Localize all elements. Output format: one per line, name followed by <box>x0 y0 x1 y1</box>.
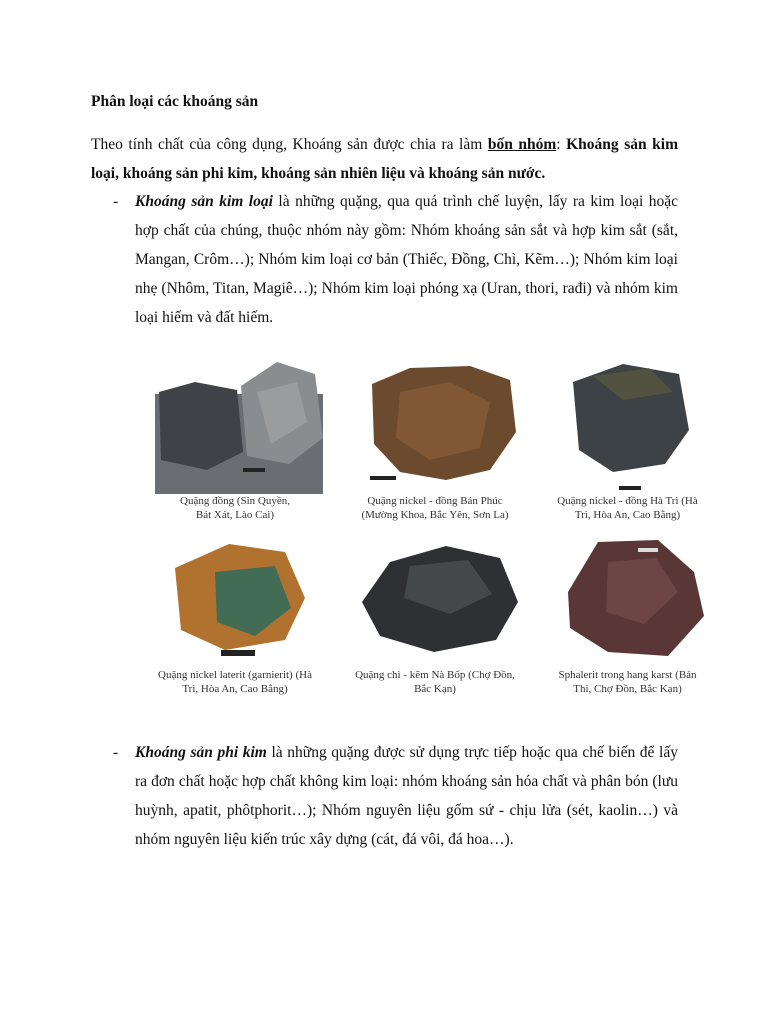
bullet-text <box>135 738 678 854</box>
bullet-body: là những quặng, qua quá trình chế luyện, lấy ra kim loại hoặc hợp chất của chúng, thuộc nhóm này gồm: Nhóm khoáng sản sắt và hợp kim sắt (sắt, Mangan, Crôm…); Nhóm kim loại cơ bản (Thiếc, Đồng, Chì, Kẽm…); Nhóm kim loại nhẹ (Nhôm, Titan, Magiê…); Nhóm kim loại phóng xạ (Uran, thori, rađi) và nhóm kim loại hiếm và đất hiếm. <box>135 193 678 326</box>
figure-caption-line2: Trì, Hòa An, Cao Bằng) <box>182 683 288 695</box>
bullet-term: Khoáng sản phi kim <box>135 744 267 761</box>
bullet-body: là những quặng được sử dụng trực tiếp hoặc qua chế biến để lấy ra đơn chất hoặc hợp chất không kim loại: nhóm khoáng sản hóa chất và phân bón (lưu huỳnh, apatit, phôtphorit…); Nhóm nguyên liệu gốm sứ - chịu lửa (sét, kaolin…) và nhóm nguyên liệu kiến trúc xây dựng (cát, đá vôi, đá hoa…). <box>135 744 678 848</box>
nickel-laterite-ore-image <box>145 532 325 668</box>
bullet-metal-minerals <box>91 187 678 332</box>
intro-colon: : <box>556 136 567 153</box>
figure-caption-line1: Quặng đồng (Sin Quyền, <box>180 495 290 507</box>
lead-zinc-ore-image <box>350 532 520 668</box>
bullet-dash: - <box>113 193 119 210</box>
figure-copper-ore <box>140 352 330 522</box>
figure-caption-line1: Quặng nickel - đồng Bản Phúc <box>367 495 503 507</box>
figure-caption-line2: Trì, Hòa An, Cao Bằng) <box>574 509 681 521</box>
figure-lead-zinc <box>340 532 530 696</box>
figure-caption-line1: Quặng chì - kẽm Nà Bốp (Chợ Đồn, <box>355 669 515 681</box>
bullet-term: Khoáng sản kim loại <box>135 193 273 210</box>
figure-nickel-laterite <box>140 532 330 696</box>
figure-caption-line1: Sphalerit trong hang karst (Bản <box>558 669 697 681</box>
figure-sphalerite <box>535 532 720 696</box>
ha-tri-ore-image <box>553 352 703 494</box>
bullet-nonmetal-minerals <box>91 738 678 854</box>
intro-text: Theo tính chất của công dụng, Khoáng sản được chia ra làm <box>91 136 488 153</box>
sphalerite-ore-image <box>548 532 708 668</box>
figure-caption-line2: (Mường Khoa, Bắc Yên, Sơn La) <box>361 509 509 521</box>
bullet-dash: - <box>113 744 119 761</box>
figure-caption-line2: Bát Xát, Lào Cai) <box>195 509 275 521</box>
nickel-copper-ore-image <box>350 352 520 494</box>
figure-caption-line2: Thi, Chợ Đồn, Bắc Kạn) <box>573 683 682 695</box>
bullet-text <box>135 187 678 332</box>
figure-caption-line1: Quặng nickel - đồng Hà Trì (Hà <box>557 495 698 507</box>
copper-ore-image <box>147 352 323 494</box>
figure-nickel-copper-ban-phuc <box>340 352 530 522</box>
intro-paragraph <box>91 130 678 188</box>
intro-underlined: bốn nhóm <box>487 136 557 153</box>
section-heading: Phân loại các khoáng sản <box>91 93 259 110</box>
intro-bold: Khoáng sản kim loại, khoáng sản phi kim, khoáng sản nhiên liệu và khoáng sản nước. <box>91 136 678 182</box>
figure-caption-line2: Bắc Kạn) <box>414 683 456 695</box>
ore-image-grid <box>140 352 720 712</box>
figure-nickel-copper-ha-tri <box>535 352 720 522</box>
figure-caption-line1: Quặng nickel laterit (garnierit) (Hà <box>158 669 312 681</box>
